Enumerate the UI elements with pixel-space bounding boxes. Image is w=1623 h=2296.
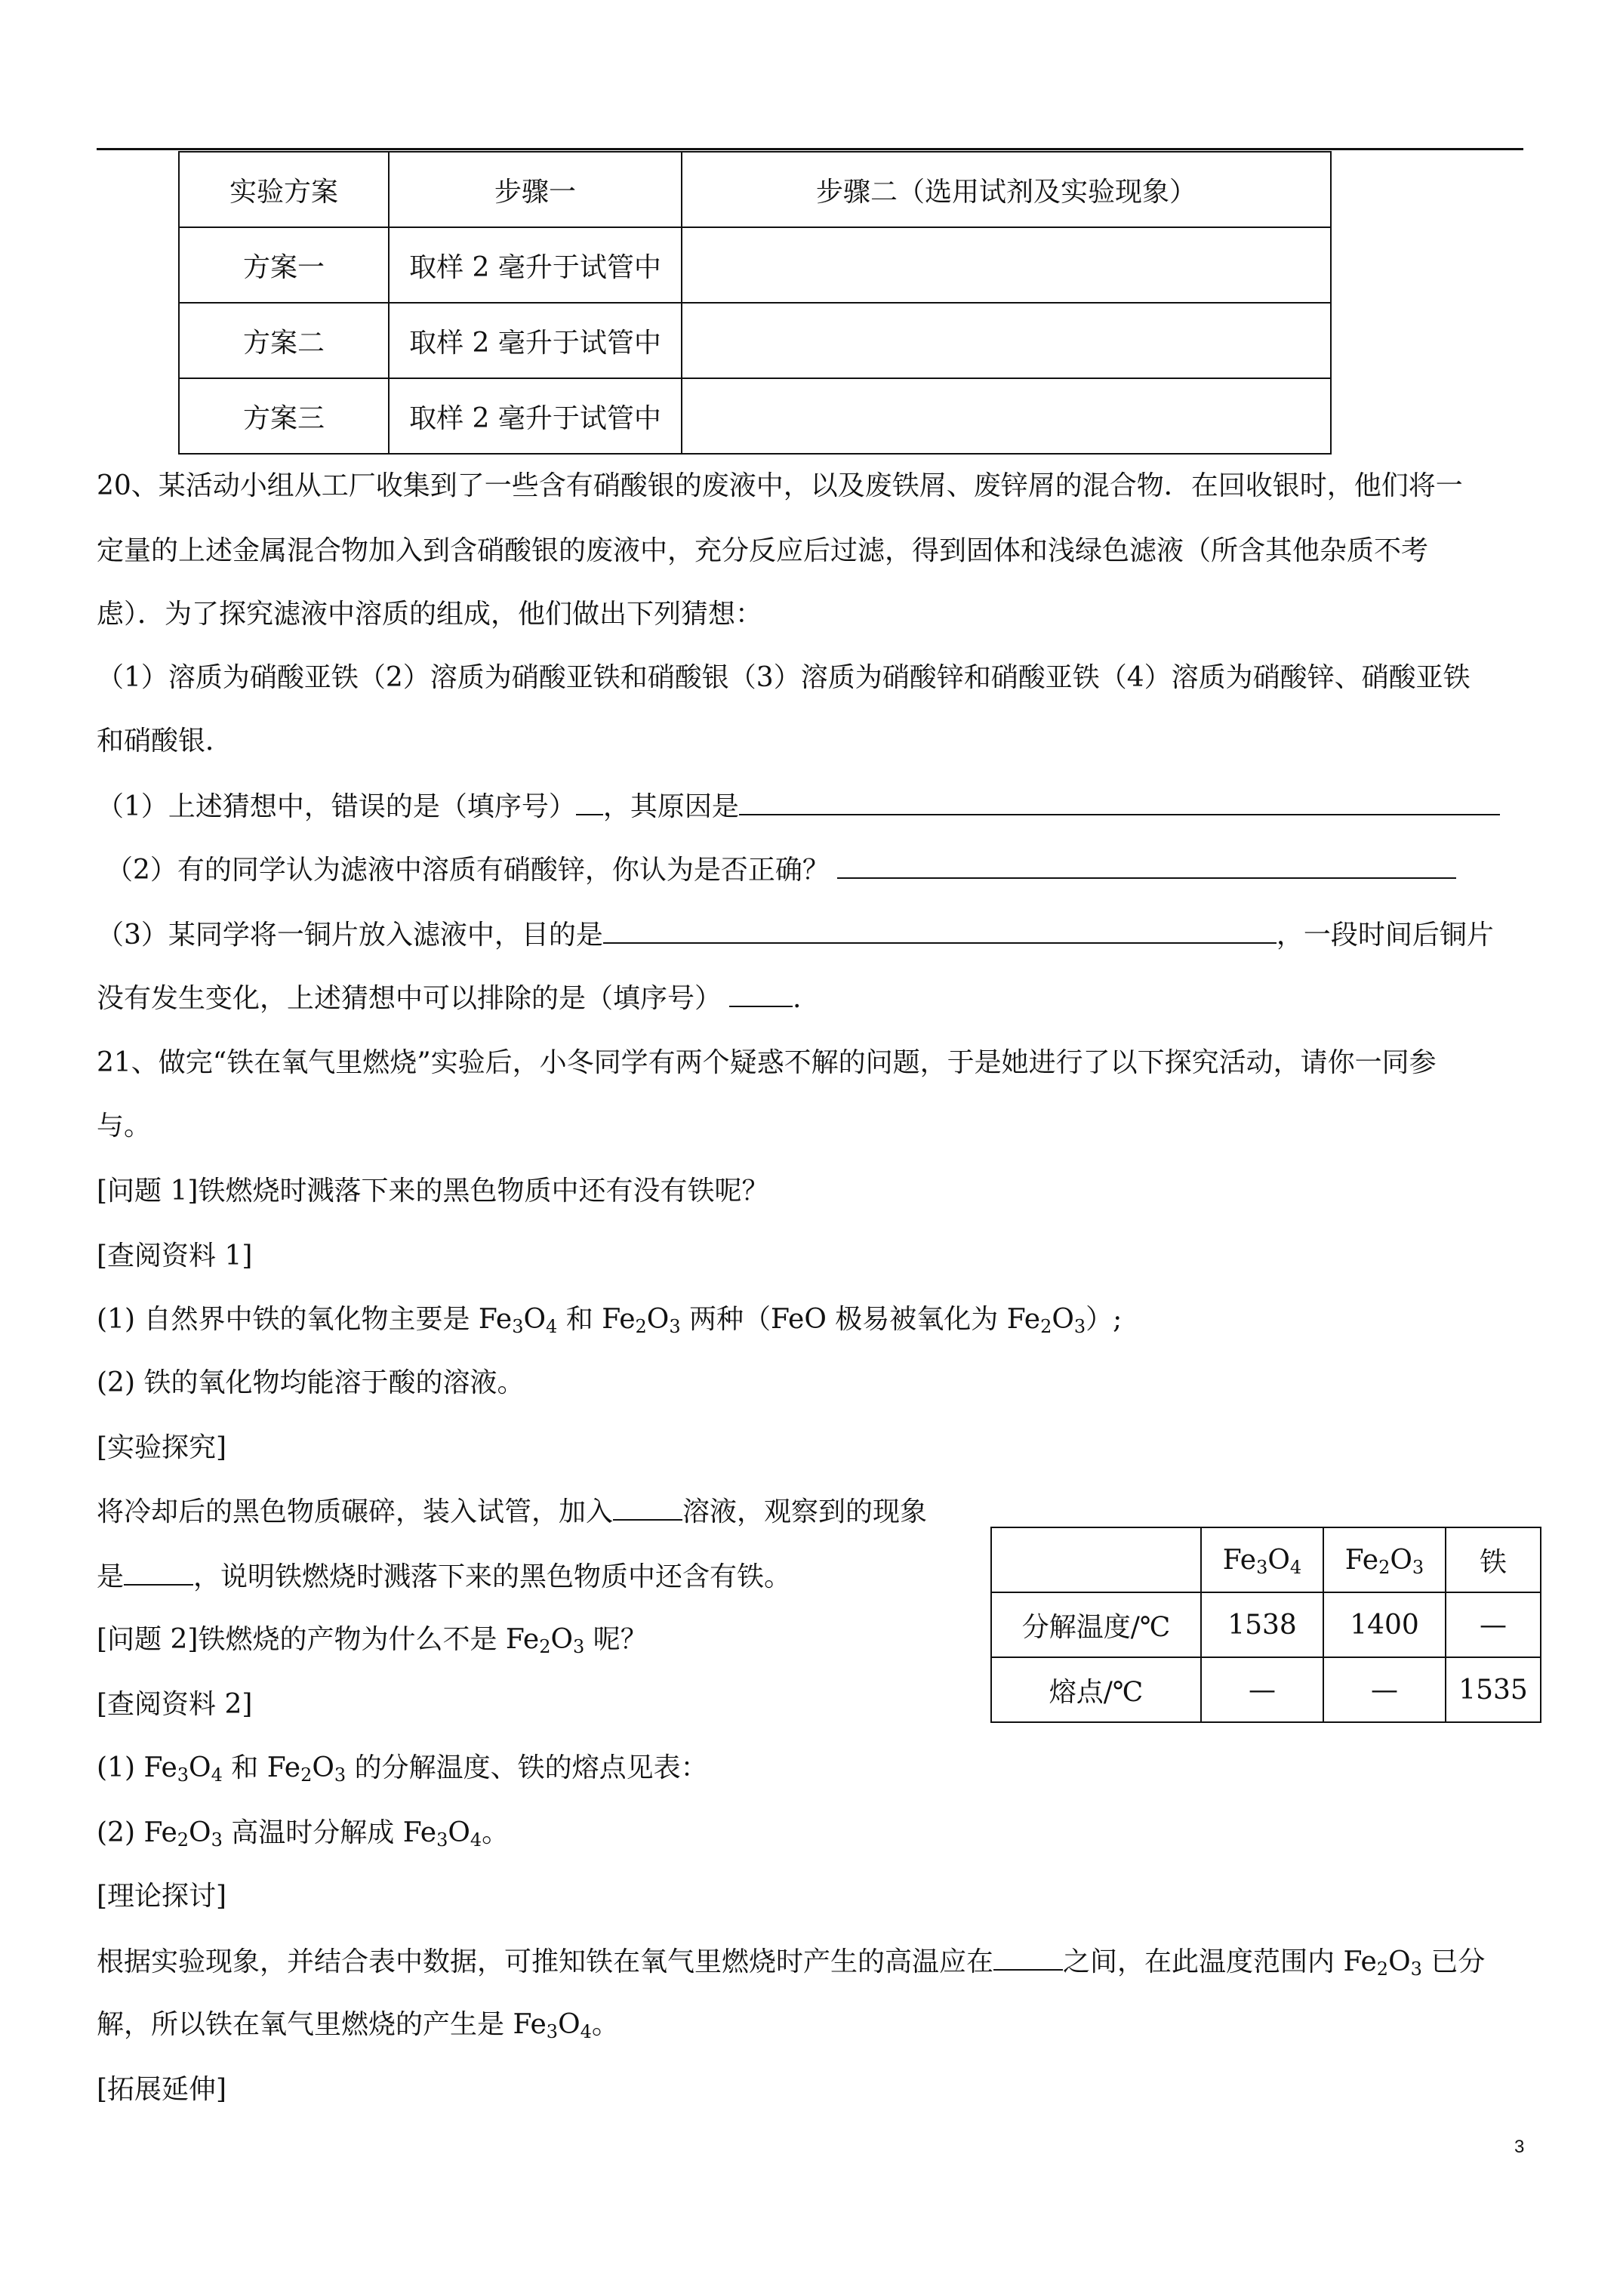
q21-exp-line2: 是 ，说明铁燃烧时溅落下来的黑色物质中还含有铁。 xyxy=(97,1558,1531,1595)
answer-blank[interactable] xyxy=(729,980,793,1007)
formula-fe3o4: $Fe_3O_4$ xyxy=(513,2009,592,2042)
q21-problem1: [问题 1]铁燃烧时溅落下来的黑色物质中还有没有铁呢？ xyxy=(97,1176,769,1207)
q20-hypotheses-line: 和硝酸银． xyxy=(97,726,233,757)
q21-text-line: 21、做完“铁在氧气里燃烧”实验后，小冬同学有两个疑惑不解的问题，于是她进行了以下探究活动，请你一同参 xyxy=(97,1047,1437,1078)
answer-blank[interactable] xyxy=(993,1943,1063,1971)
step2-answer-cell[interactable] xyxy=(682,303,1331,378)
answer-blank[interactable] xyxy=(739,788,1500,815)
q21-theory-line2: 解，所以铁在氧气里燃烧的产生是 $Fe_3O_4$。 xyxy=(97,2009,619,2042)
q21-ref2-item2: (2) $Fe_2O_3$ 高温时分解成 $Fe_3O_4$。 xyxy=(97,1817,510,1851)
q21-ref1-heading: [查阅资料 1] xyxy=(97,1240,253,1271)
table-cell: — xyxy=(1201,1657,1323,1722)
q20-sub2: （2）有的同学认为滤液中溶质有硝酸锌，你认为是否正确？ xyxy=(106,852,1540,889)
col-header-fe2o3: $Fe_2O_3$ xyxy=(1323,1527,1446,1592)
table-corner-cell xyxy=(991,1527,1201,1592)
answer-blank[interactable] xyxy=(603,917,1277,944)
table-cell: 1535 xyxy=(1446,1657,1541,1722)
step1-cell: 取样 2 毫升于试管中 xyxy=(389,227,682,303)
experiment-plan-table xyxy=(178,151,1332,455)
formula-fe3o4: $Fe_3O_4$ xyxy=(143,1752,223,1786)
q21-ref2-item1: (1) $Fe_3O_4$ 和 $Fe_2O_3$ 的分解温度、铁的熔点见表： xyxy=(97,1752,708,1786)
step2-answer-cell[interactable] xyxy=(682,378,1331,454)
formula-fe2o3: $Fe_2O_3$ xyxy=(1343,1946,1422,1980)
q21-problem2: [问题 2]铁燃烧的产物为什么不是 $Fe_2O_3$ 呢？ xyxy=(97,1624,648,1657)
formula-fe2o3: $Fe_2O_3$ xyxy=(1006,1304,1086,1337)
table-cell: 1400 xyxy=(1323,1592,1446,1657)
formula-fe2o3: $Fe_2O_3$ xyxy=(266,1752,346,1786)
q20-text-line: 虑）．为了探究滤液中溶质的组成，他们做出下列猜想： xyxy=(97,599,763,630)
q21-text-line: 与。 xyxy=(97,1111,152,1142)
q21-ref1-item2: (2) 铁的氧化物均能溶于酸的溶液。 xyxy=(97,1367,525,1398)
q21-extend-heading: [拓展延伸] xyxy=(97,2074,227,2105)
plan-name-cell: 方案三 xyxy=(179,378,389,454)
step1-cell: 取样 2 毫升于试管中 xyxy=(389,378,682,454)
table-cell: 1538 xyxy=(1201,1592,1323,1657)
row-label-decomposition: 分解温度/℃ xyxy=(991,1592,1201,1657)
step1-cell: 取样 2 毫升于试管中 xyxy=(389,303,682,378)
plan-name-cell: 方案二 xyxy=(179,303,389,378)
table-row xyxy=(991,1592,1541,1657)
q20-sub3-cont: 没有发生变化，上述猜想中可以排除的是（填序号） . xyxy=(97,980,1531,1017)
plan-name-cell: 方案一 xyxy=(179,227,389,303)
q20-hypotheses-line: （1）溶质为硝酸亚铁（2）溶质为硝酸亚铁和硝酸银（3）溶质为硝酸锌和硝酸亚铁（4）溶质为硝酸锌、硝酸亚铁 xyxy=(97,662,1471,693)
answer-blank[interactable] xyxy=(124,1558,193,1586)
table-header-cell: 步骤一 xyxy=(389,152,682,227)
q21-theory-heading: [理论探讨] xyxy=(97,1881,227,1912)
q20-sub3: （3）某同学将一铜片放入滤液中，目的是 ，一段时间后铜片 xyxy=(97,917,1531,954)
answer-blank[interactable] xyxy=(837,852,1456,879)
formula-fe2o3: $Fe_2O_3$ xyxy=(505,1624,585,1657)
properties-table xyxy=(990,1527,1541,1723)
table-header-cell: 实验方案 xyxy=(179,152,389,227)
table-row xyxy=(179,227,1331,303)
table-row xyxy=(179,378,1331,454)
table-row xyxy=(991,1657,1541,1722)
q21-ref2-heading: [查阅资料 2] xyxy=(97,1689,253,1720)
step2-answer-cell[interactable] xyxy=(682,227,1331,303)
formula-fe3o4: $Fe_3O_4$ xyxy=(478,1304,558,1337)
table-cell: — xyxy=(1323,1657,1446,1722)
formula-fe3o4: $Fe_3O_4$ xyxy=(402,1817,482,1851)
q20-text-line: 20、某活动小组从工厂收集到了一些含有硝酸银的废液中，以及废铁屑、废锌屑的混合物．在回收银时，他们将一 xyxy=(97,470,1463,501)
page-number: 3 xyxy=(1514,2137,1525,2157)
q21-ref1-item1: (1) 自然界中铁的氧化物主要是 $Fe_3O_4$ 和 $Fe_2O_3$ 两种（FeO 极易被氧化为 $Fe_2O_3$）; xyxy=(97,1304,1123,1337)
table-cell: — xyxy=(1446,1592,1541,1657)
q21-exp-heading: [实验探究] xyxy=(97,1432,227,1463)
formula-fe2o3: $Fe_2O_3$ xyxy=(602,1304,681,1337)
answer-blank[interactable] xyxy=(613,1493,682,1521)
col-header-iron: 铁 xyxy=(1446,1527,1541,1592)
answer-blank[interactable] xyxy=(576,788,603,815)
row-label-melting: 熔点/℃ xyxy=(991,1657,1201,1722)
formula-fe2o3: $Fe_2O_3$ xyxy=(143,1817,223,1851)
header-rule xyxy=(97,148,1523,150)
q20-text-line: 定量的上述金属混合物加入到含硝酸银的废液中，充分反应后过滤，得到固体和浅绿色滤液（所含其他杂质不考 xyxy=(97,535,1429,566)
table-header-cell: 步骤二（选用试剂及实验现象） xyxy=(682,152,1331,227)
q21-exp-line1: 将冷却后的黑色物质碾碎，装入试管，加入 溶液，观察到的现象 xyxy=(97,1493,1531,1530)
table-row xyxy=(179,303,1331,378)
q21-theory-line1: 根据实验现象，并结合表中数据，可推知铁在氧气里燃烧时产生的高温应在 之间，在此温度范围内 $Fe_2O_3$ 已分 xyxy=(97,1943,1531,1980)
col-header-fe3o4: $Fe_3O_4$ xyxy=(1201,1527,1323,1592)
q20-sub1: （1）上述猜想中，错误的是（填序号） ，其原因是 xyxy=(97,788,1531,825)
